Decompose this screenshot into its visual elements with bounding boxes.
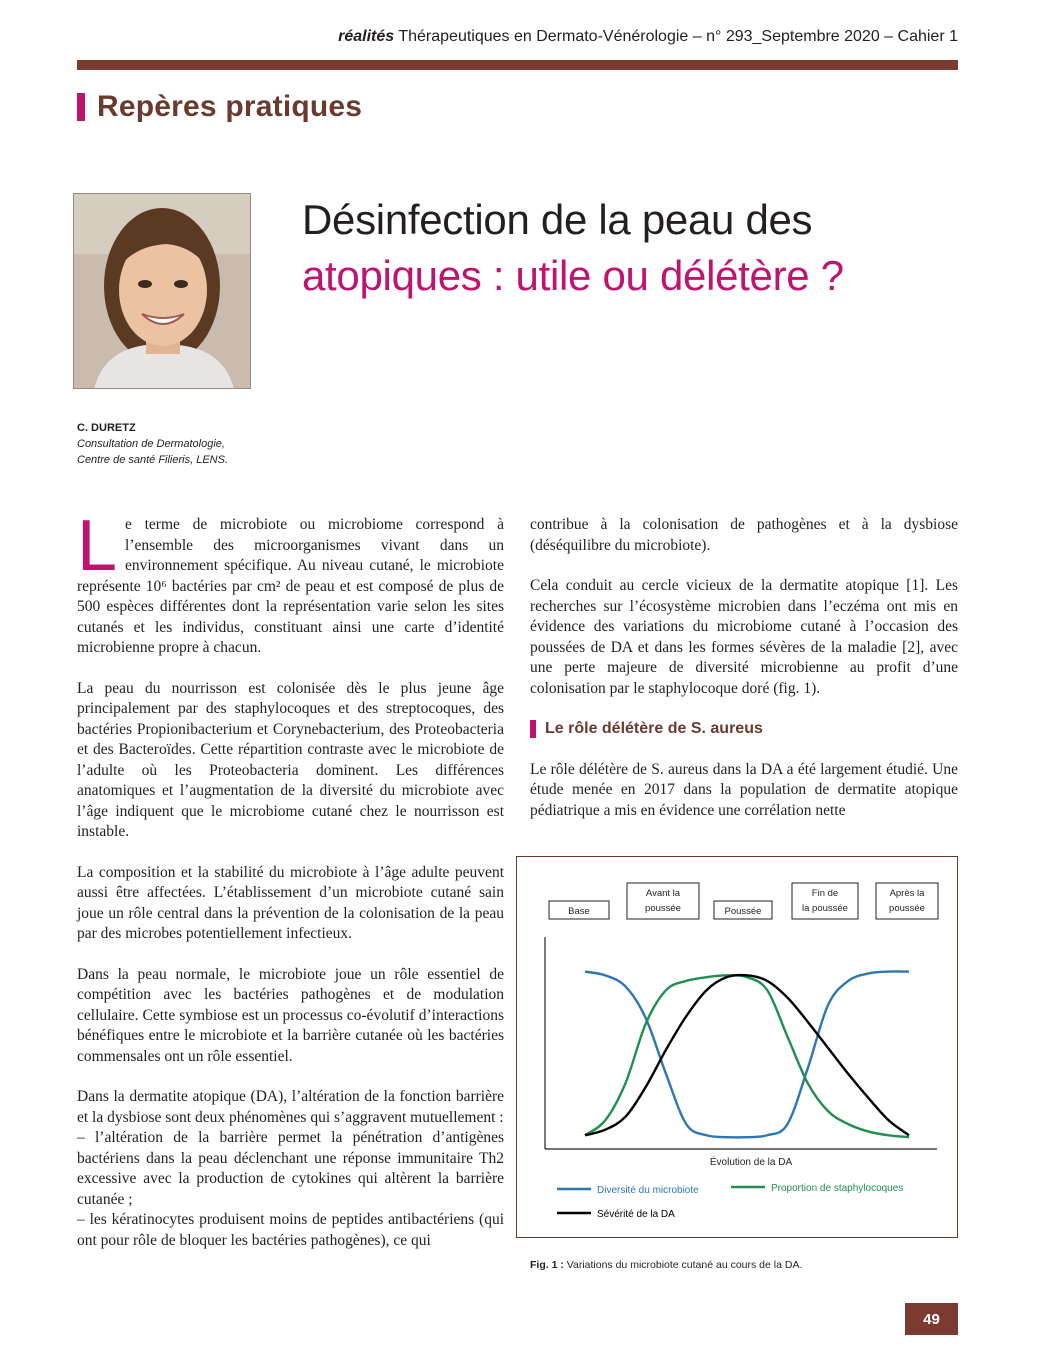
legend-label: Proportion de staphylocoques	[771, 1183, 904, 1194]
left-column	[77, 506, 504, 1251]
x-axis-label: Évolution de la DA	[709, 1157, 793, 1168]
rubric-marker	[77, 93, 85, 121]
author-name: C. DURETZ	[77, 422, 136, 434]
legend-label: Sévérité de la DA	[597, 1209, 675, 1220]
paragraph-3: La composition et la stabilité du microbiote à l’âge adulte peuvent aussi être affectées. L’établissement d’un microbiote cutané sain joue un rôle central dans la prévention de la colonisation de la peau par des microbes potentiellement infectieux.	[77, 863, 504, 942]
bullet-2: – les kératinocytes produisent moins de peptides antibactériens (qui ont pour rôle de bloquer les bactéries pathogènes), ce qui	[77, 1211, 504, 1249]
figure-caption	[530, 1259, 802, 1271]
article-title	[302, 192, 844, 304]
phase-label: la poussée	[802, 903, 848, 914]
section-marker	[530, 720, 536, 738]
title-line-1: Désinfection de la peau des	[302, 196, 813, 243]
author-affiliation-2: Centre de santé Filieris, LENS.	[77, 454, 229, 466]
paragraph-5: Dans la dermatite atopique (DA), l’altération de la fonction barrière et la dysbiose sont deux phénomènes qui s’aggravent mutuellement :	[77, 1088, 504, 1126]
figure-1	[516, 856, 958, 1238]
phase-label: Avant la	[645, 888, 681, 899]
author-block	[77, 420, 228, 468]
phase-label: Après la	[889, 888, 925, 899]
paragraph-7: Cela conduit au cercle vicieux de la dermatite atopique [1]. Les recherches sur l’écosystème microbien dans l’eczéma ont mis en évidence des variations du microbiome cutané à l’occasion des poussées de DA et dans les formes sévères de la maladie [2], avec une perte majeure de diversité microbienne au profit d’une colonisation par le staphylocoque doré (fig. 1).	[530, 577, 958, 697]
phase-label: Base	[568, 906, 590, 917]
rubric	[77, 90, 362, 124]
phase-label: poussée	[889, 903, 925, 914]
legend-label: Diversité du microbiote	[597, 1185, 699, 1196]
header-brand: réalités	[338, 28, 395, 45]
figure-caption-label: Fig. 1 :	[530, 1259, 564, 1271]
right-column	[530, 515, 958, 821]
paragraph-8: Le rôle délétère de S. aureus dans la DA a été largement étudié. Une étude menée en 2017 dans la population de dermatite atopique pédiatrique a mis en évidence une corrélation nette	[530, 760, 958, 819]
series-line	[585, 975, 909, 1137]
title-line-2: atopiques : utile ou délétère ?	[302, 252, 844, 299]
drop-cap: L	[77, 506, 118, 586]
series-line	[585, 971, 909, 1137]
paragraph-1	[77, 506, 504, 659]
author-affiliation-1: Consultation de Dermatologie,	[77, 438, 225, 450]
phase-label: Poussée	[724, 906, 762, 917]
rubric-label: Repères pratiques	[97, 90, 363, 123]
phase-label: Fin de	[811, 888, 839, 899]
page-number: 49	[905, 1303, 958, 1335]
phase-label: poussée	[645, 903, 681, 914]
figure-caption-text: Variations du microbiote cutané au cours de la DA.	[566, 1259, 803, 1271]
chart	[517, 857, 957, 1237]
paragraph-6: contribue à la colonisation de pathogènes et à la dysbiose (déséquilibre du microbiote).	[530, 516, 958, 554]
running-header	[338, 28, 958, 46]
series-line	[585, 975, 909, 1135]
paragraph-1-text: e terme de microbiote ou microbiome correspond à l’ensemble des microorganismes vivant dans un environnement spécifique. Au niveau cutané, le microbiote représente 10⁶ bactéries par cm² de peau et est composé de plus de 500 espèces différentes dont la représentation varie selon les sites cutanés et les individus, constituant ainsi une carte d’identité microbienne propre à chacun.	[77, 516, 504, 656]
paragraph-2: La peau du nourrisson est colonisée dès le plus jeune âge principalement par des staphylocoques et des streptocoques, des bactéries Propionibacterium et Corynebacterium, des Proteobacteria et des Bacteroïdes. Cette répartition contraste avec le microbiote de l’adulte où les Proteobacteria dominent. Les différences anatomiques et l’augmentation de la diversité du microbiote avec l’âge indiquent que le microbiome cutané chez le nourrisson est instable.	[77, 679, 504, 840]
header-bar	[77, 60, 958, 70]
header-text: Thérapeutiques en Dermato-Vénérologie – n° 293_Septembre 2020 – Cahier 1	[398, 28, 958, 45]
author-photo	[73, 193, 251, 389]
bullet-1: – l’altération de la barrière permet la pénétration d’antigènes bactériens dans la peau déclenchant une réponse immunitaire Th2 excessive avec la production de cytokines qui altèrent la barrière cutanée ;	[77, 1129, 504, 1208]
section-heading	[530, 719, 958, 740]
paragraph-4: Dans la peau normale, le microbiote joue un rôle essentiel de compétition avec les bactéries pathogènes et de modulation cellulaire. Cette symbiose est un processus co-évolutif d’interactions bénéfiques entre le microbiote et la barrière cutanée où les bactéries commensales ont un rôle essentiel.	[77, 965, 504, 1065]
section-label: Le rôle délétère de S. aureus	[545, 720, 763, 737]
